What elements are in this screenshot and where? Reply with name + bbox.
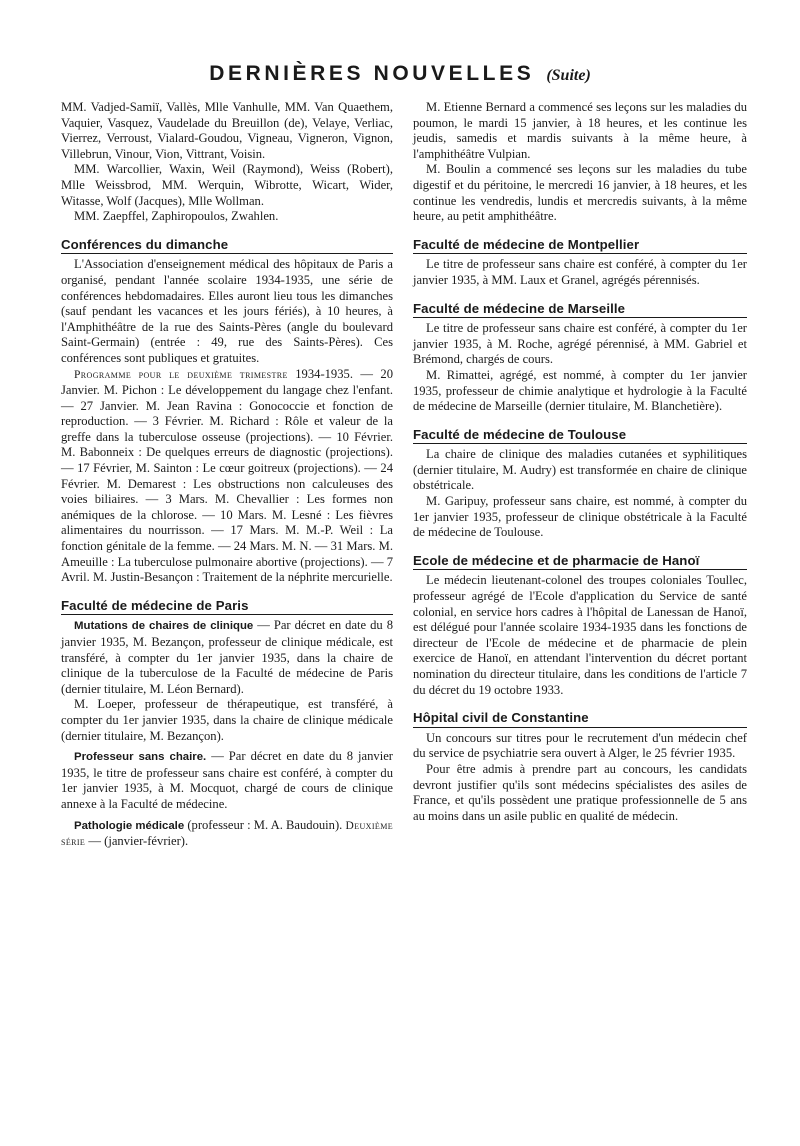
heading-hopital-constantine: Hôpital civil de Constantine [413,710,747,728]
heading-faculte-montpellier: Faculté de médecine de Montpellier [413,237,747,255]
name-list-z: MM. Zaepffel, Zaphiropoulos, Zwahlen. [74,209,279,224]
paris-mutations-text: — Par décret en date du 8 janvier 1935, M. Bezançon, professeur de clinique médicale, est transféré, à compter du 1er janvier 1935, dans la chaire de clinique de la tuberculose de la Faculté de médecine de Paris (dernier titulaire, M. Léon Bernard). [61,618,393,696]
name-list-w: MM. Warcollier, Waxin, Weil (Raymond), Weiss (Robert), Mlle Weissbrod, MM. Werquin, Wibrotte, Wicart, Wider, Witasse, Wolf (Jacques), Mlle Wollman. [61,162,393,208]
heading-faculte-marseille: Faculté de médecine de Marseille [413,301,747,319]
paris-pathologie [61,818,393,851]
paris-professeur [61,749,393,812]
right-column [413,100,747,824]
toulouse-text-1: La chaire de clinique des maladies cutanées et syphilitiques (dernier titulaire, M. Audry) est transformée en chaire de clinique obstétricale. [413,447,747,493]
constantine-text-2: Pour être admis à prendre part au concours, les candidats devront justifier qu'ils sont médecins spécialistes des asiles de France, et qu'ils possèdent une pratique professionnelle de 5 ans au moins dans un asile public en qualité de médecin. [413,761,747,823]
conferences-program [61,367,393,586]
paris-serie-text: — (janvier-février). [88,834,189,849]
paris-subhead-pathologie: Pathologie médicale [74,819,185,832]
heading-faculte-paris: Faculté de médecine de Paris [61,598,393,616]
paris-professeur-text: — Par décret en date du 8 janvier 1935, le titre de professeur sans chaire est conféré, à compter du 1er janvier 1935, à M. Mocquot, chargé de cours de clinique annexe à la Faculté de médecine. [61,749,393,811]
paris-pathologie-text: (professeur : M. A. Baudouin). [187,817,343,832]
heading-faculte-toulouse: Faculté de médecine de Toulouse [413,427,747,445]
marseille-text-2: M. Rimattei, agrégé, est nommé, à compter du 1er janvier 1935, professeur de chimie analytique et hydrologie à la Faculté de médecine de Marseille (dernier titulaire, M. Blanchetière). [413,367,747,414]
page-title-suite: (Suite) [546,67,591,84]
paris-mutations [61,618,393,697]
page-header [0,62,800,86]
paris-subhead-mutations: Mutations de chaires de clinique [74,620,254,633]
paris-loeper: M. Loeper, professeur de thérapeutique, est transféré, à compter du 1er janvier 1935, dans la chaire de clinique médicale (dernier titulaire, M. Bezançon). [61,697,393,743]
heading-ecole-hanoi: Ecole de médecine et de pharmacie de Hanoï [413,553,747,571]
program-label: Programme pour le deuxième trimestre [74,368,288,381]
left-column [61,100,393,851]
montpellier-text: Le titre de professeur sans chaire est conféré, à compter du 1er janvier 1935, à MM. Laux et Granel, agrégés pérennisés. [413,257,747,287]
conferences-intro: L'Association d'enseignement médical des hôpitaux de Paris a organisé, pendant l'année scolaire 1934-1935, une série de conférences hebdomadaires. Elles auront lieu tous les dimanches (sauf pendant les vacances et les jours fériés), à 10 heures, à l'Amphithéâtre de la rue des Saints-Pères (angle du boulevard Saint-Germain) (entrée : 49, rue des Saints-Pères). Ces conférences sont publiques et gratuites. [61,257,393,365]
page-title: DERNIÈRES NOUVELLES [209,62,535,85]
marseille-text-1: Le titre de professeur sans chaire est conféré, à compter du 1er janvier 1935, à M. Roche, agrégé pérennisé, à MM. Gabriel et Brémond, chargés de cours. [413,321,747,367]
toulouse-text-2: M. Garipuy, professeur sans chaire, est nommé, à compter du 1er janvier 1935, professeur de clinique obstétricale à la Faculté de médecine de Toulouse. [413,494,747,540]
boulin: M. Boulin a commencé ses leçons sur les maladies du tube digestif et du péritoine, le mercredi 16 janvier, à 18 heures, et les continue les vendredis, lundis et mercredis suivants, à la même heure, au petit amphithéâtre. [413,162,747,224]
name-list-v: MM. Vadjed-Samiï, Vallès, Mlle Vanhulle, MM. Van Quaethem, Vaquier, Vasquez, Vaudelade du Breuillon (de), Velaye, Verliac, Vierrez, Verroust, Vialard-Goudou, Vigneau, Vigneron, Vignon, Villebrun, Vinour, Vion, Vittrant, Voisin. [61,100,393,161]
constantine-text-1: Un concours sur titres pour le recrutement d'un médecin chef du service de psychiatrie sera ouvert à Alger, le 25 février 1935. [413,730,747,761]
heading-conferences: Conférences du dimanche [61,237,393,255]
hanoi-text: Le médecin lieutenant-colonel des troupes coloniales Toullec, professeur agrégé de l'Ecole d'application du Service de santé colonial, en service hors cadres à l'hôpital de Lanessan de Hanoï, est délégué pour l'année scolaire 1934-1935 dans les fonctions de directeur de l'Ecole de médecine et de pharmacie de plein exercice de Hanoï, en attendant l'intervention du décret portant nomination du directeur titulaire, dans les conditions de l'article 7 du décret du 19 octobre 1933. [413,573,747,697]
program-text: 1934-1935. — 20 Janvier. M. Pichon : Le développement du langage chez l'enfant. — 27 Janvier. M. Jean Ravina : Gonococcie et fonction de reproduction. — 3 Février. M. Richard : Rôle et valeur de la greffe dans la tuberculose osseuse (projections). — 10 Février. M. Babonneix : De quelques erreurs de diagnostic (projections). — 17 Février, M. Sainton : Le cœur goitreux (projections). — 24 Février. M. Demarest : Les obstructions non calculeuses des voies biliaires. — 3 Mars. M. Chevallier : Les formes non anémiques de la chlorose. — 10 Mars. M. Lesné : Les fièvres alimentaires du nourrisson. — 17 Mars. M. M.-P. Weil : La fonction génitale de la femme. — 24 Mars. M. N. — 31 Mars. M. Ameuille : La tuberculose pulmonaire abortive (projections). — 7 Avril. M. Justin-Besançon : Traitement de la néphrite mercurielle. [61,366,393,585]
paris-subhead-professeur: Professeur sans chaire. [74,751,207,764]
etienne-bernard: M. Etienne Bernard a commencé ses leçons sur les maladies du poumon, le mardi 15 janvier, à 18 heures, et les continue les jeudis, samedis et mardis suivants à la même heure, à l'amphithéâtre Vulpian. [413,100,747,161]
paris-serie-label: Deuxième série [61,819,393,849]
